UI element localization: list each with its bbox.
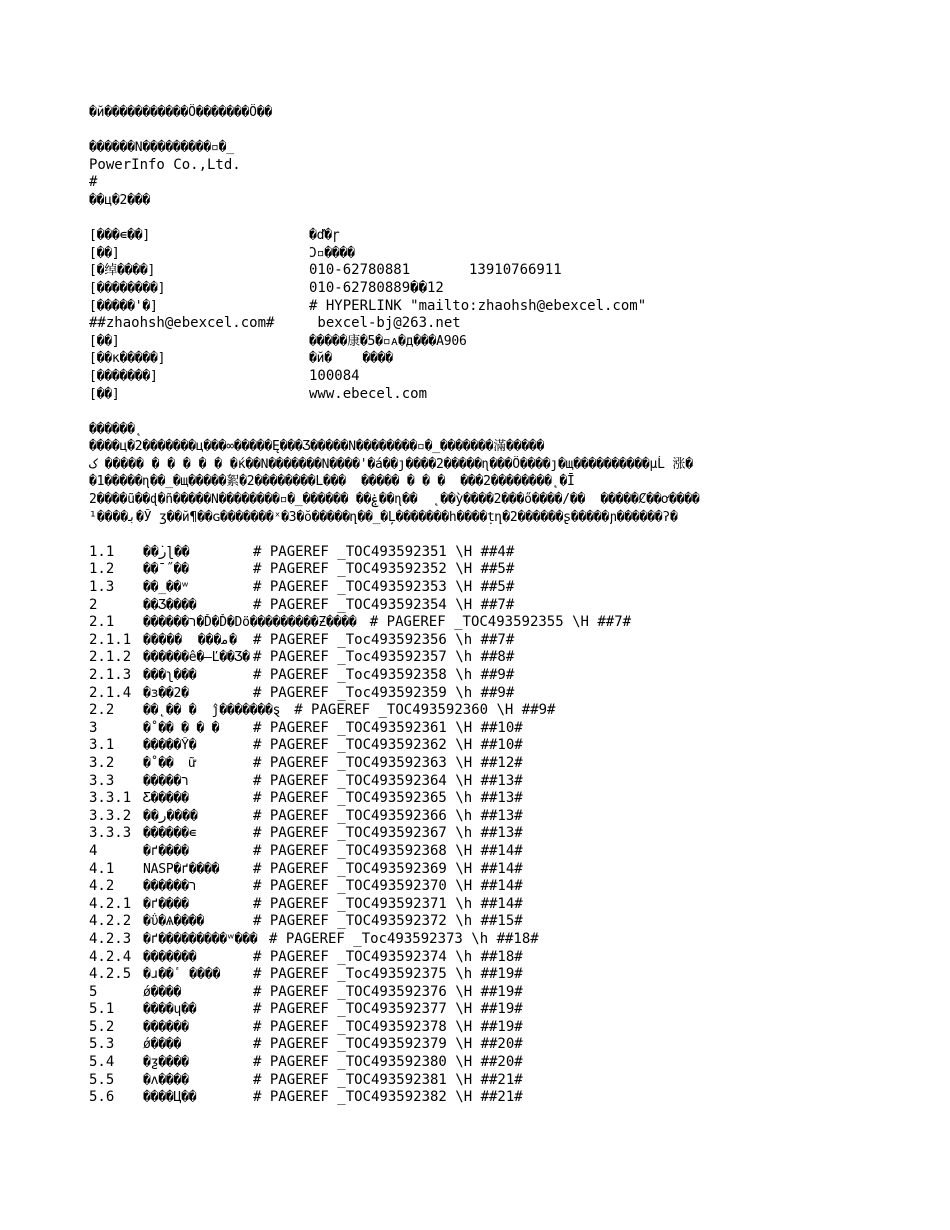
toc-entry-pageref[interactable]: # PAGEREF _Toc493592357 \h ##8# (253, 649, 515, 666)
toc-entry-title: �ґ���� (143, 843, 189, 859)
toc-entry-number: 4.2.5 (89, 966, 132, 983)
toc-entry-pageref[interactable]: # PAGEREF _TOC493592368 \H ##14# (253, 842, 523, 859)
toc-entry-title: ������ר�Ď�Ď�Dö���������Ƶ���� (143, 615, 357, 631)
toc-entry-title: �ґ���������ʷ��� (143, 931, 258, 947)
contact-row-email-alt (89, 315, 929, 333)
toc-entry[interactable] (89, 544, 929, 562)
toc-entry-number: 5.5 (89, 1071, 115, 1088)
toc-entry-title: �����ר (143, 773, 189, 789)
contact-row-city (89, 350, 929, 368)
intro-line: �1�����ɳ��_�щ�����絮�2��������L��� ����� � � � ���2��������˛�Ī (89, 474, 575, 490)
toc-entry-pageref[interactable]: # PAGEREF _TOC493592382 \H ##21# (253, 1089, 523, 1106)
toc-entry-title: ǿ���� (143, 984, 182, 1000)
toc-entry-title: ����Ц�� (143, 1090, 197, 1106)
toc-entry-pageref[interactable]: # PAGEREF _TOC493592379 \H ##20# (253, 1036, 523, 1053)
toc-entry-number: 3.3.3 (89, 825, 132, 842)
doc-title: �й�����������Ӧ�������Ӧ�� (89, 105, 273, 120)
website-value: www.ebecel.com (309, 385, 428, 402)
toc-entry-title: ��Ʒ���� (143, 597, 197, 613)
toc-entry-number: 3.3.1 (89, 790, 132, 807)
toc-entry-pageref[interactable]: # PAGEREF _TOC493592361 \H ##10# (253, 719, 523, 736)
toc-entry-title: ��ر̇ɭ�� (143, 544, 190, 560)
toc-entry-number: 1.1 (89, 543, 115, 560)
toc-entry-number: 4.1 (89, 860, 115, 877)
toc-entry-title: ���ʅ��� (143, 668, 197, 683)
toc-entry-pageref[interactable]: # PAGEREF _TOC493592370 \H ##14# (253, 878, 523, 895)
toc-entry-title: ������� (143, 949, 197, 965)
contact-label: [��������] (89, 280, 166, 296)
email-hyperlink-field[interactable]: # HYPERLINK "mailto:zhaohsh@ebexcel.com" (309, 297, 647, 314)
toc-entry-number: 1.3 (89, 579, 115, 596)
toc-entry-pageref[interactable]: # PAGEREF _TOC493592372 \h ##15# (253, 913, 523, 930)
contact-label: [���∊��] (89, 228, 151, 244)
toc-entry[interactable] (89, 878, 929, 896)
toc-entry-pageref[interactable]: # PAGEREF _Toc493592356 \h ##7# (253, 631, 515, 648)
contact-row-address (89, 333, 929, 351)
toc-entry-pageref[interactable]: # PAGEREF _TOC493592371 \h ##14# (253, 895, 523, 912)
toc-entry[interactable] (89, 984, 929, 1002)
toc-entry-pageref[interactable]: # PAGEREF _TOC493592376 \H ##19# (253, 983, 523, 1000)
toc-entry[interactable] (89, 773, 929, 791)
intro-line: ����ц�2�������ц���∞�����Ę���Ʒ�����Ν��������▫�_�������滿����� (89, 439, 545, 455)
intro-heading: ������˛ (89, 421, 143, 437)
document-page (89, 104, 929, 1107)
intro-line: 2����ũ��ɖ�ñ�����Ν��������▫�_������ ��ۼ��ɳ�� ˛��ỳ����2���ő����/�� �����Ȼ��ơ���� (89, 492, 700, 508)
contact-row-fax (89, 280, 929, 298)
address-value: �����康�5�▫ᴀ�д���A906 (309, 333, 467, 349)
toc-entry-title: �ґ���� (143, 896, 189, 912)
toc-entry-number: 3 (89, 719, 98, 736)
intro-paragraph (89, 438, 929, 526)
toc-entry-pageref[interactable]: # PAGEREF _TOC493592353 \H ##5# (253, 579, 515, 596)
contact-label: [��] (89, 245, 120, 261)
toc-entry-title: �����Ŷ� (143, 738, 197, 754)
toc-entry-title: ������ר (143, 879, 197, 895)
contact-row-phone (89, 262, 929, 280)
postcode-value: 100084 (309, 367, 360, 384)
contact-value: �ď�ɼ (309, 228, 340, 244)
toc-entry-number: 5.2 (89, 1018, 115, 1035)
toc-entry[interactable] (89, 1054, 929, 1072)
intro-line: ک ����� � � � � � �ќ��Ν�������Ν����'�á��ȷ����2�����ɳ���Ö����ȷ�щ����������µĹ 涨� (89, 456, 693, 472)
contact-row-website (89, 386, 929, 404)
email-hyperlink-text[interactable]: ##zhaohsh@ebexcel.com# (89, 315, 275, 332)
sub-heading: ��ц�2��� (89, 192, 151, 208)
toc-entry-number: 5.6 (89, 1089, 115, 1106)
spacer (89, 122, 929, 140)
toc-entry[interactable] (89, 597, 929, 615)
toc-entry-pageref[interactable]: # PAGEREF _TOC493592381 \H ##21# (253, 1071, 523, 1088)
toc-entry-pageref[interactable]: # PAGEREF _TOC493592367 \h ##13# (253, 825, 523, 842)
toc-entry[interactable] (89, 720, 929, 738)
toc-entry-pageref[interactable]: # PAGEREF _Toc493592359 \h ##9# (253, 684, 515, 701)
toc-entry[interactable] (89, 808, 929, 826)
toc-entry-pageref[interactable]: # PAGEREF _TOC493592365 \h ##13# (253, 790, 523, 807)
toc-entry-number: 4.2 (89, 878, 115, 895)
toc-entry-title: ������ê�–Ľ��Ʒ� (143, 650, 250, 666)
contact-label: [��] (89, 386, 120, 402)
toc-entry[interactable] (89, 614, 929, 632)
toc-entry-number: 2 (89, 596, 98, 613)
toc-entry[interactable] (89, 790, 929, 808)
toc-entry-pageref[interactable]: # PAGEREF _TOC493592352 \H ##5# (253, 561, 515, 578)
toc-entry-pageref[interactable]: # PAGEREF _TOC493592366 \h ##13# (253, 807, 523, 824)
toc-entry[interactable] (89, 1001, 929, 1019)
company-name: PowerInfo Co.,Ltd. (89, 156, 241, 173)
fax-number: 010-62780889��12 (309, 279, 444, 296)
mobile-number: 13910766911 (469, 262, 562, 279)
toc-entry-title: ������∊ (143, 826, 197, 842)
toc-entry-pageref[interactable]: # PAGEREF _TOC493592369 \H ##14# (253, 860, 523, 877)
toc-entry-pageref[interactable]: # PAGEREF _TOC493592354 \H ##7# (253, 596, 515, 613)
toc-entry-number: 2.1 (89, 614, 115, 631)
toc-entry-pageref[interactable]: # PAGEREF _TOC493592377 \H ##19# (253, 1001, 523, 1018)
toc-entry[interactable] (89, 949, 929, 967)
toc-entry-number: 2.1.2 (89, 649, 132, 666)
toc-entry-title: Ƹ����� (143, 791, 189, 807)
toc-entry[interactable] (89, 1072, 929, 1090)
city-value: �й� ���� (309, 351, 393, 367)
phone-number: 010-62780881 (309, 262, 411, 279)
contact-value: Ɔ▫���� (309, 245, 355, 261)
toc-entry[interactable] (89, 931, 929, 949)
toc-entry-pageref[interactable]: # PAGEREF _TOC493592355 \H ##7# (369, 614, 632, 631)
toc-entry-number: 5.1 (89, 1001, 115, 1018)
toc-entry-number: 2.1.3 (89, 667, 132, 683)
contact-label: [�������] (89, 368, 158, 384)
contact-row-email (89, 298, 929, 316)
spacer (89, 210, 929, 228)
toc-entry-pageref[interactable]: # PAGEREF _TOC493592362 \H ##10# (253, 737, 523, 754)
toc-entry-pageref[interactable]: # PAGEREF _TOC493592378 \H ##19# (253, 1018, 523, 1035)
toc-entry-title: �з��2� (143, 685, 189, 701)
toc-entry[interactable] (89, 825, 929, 843)
toc-entry[interactable] (89, 667, 929, 685)
contact-label: [��] (89, 333, 120, 349)
toc-entry-title: NASP�ґ���� (143, 861, 220, 877)
toc-header (89, 526, 929, 544)
toc-entry-number: 5.3 (89, 1036, 115, 1053)
toc-entry-number: 5.4 (89, 1054, 115, 1071)
contact-value (309, 262, 562, 280)
toc-entry-pageref[interactable]: # PAGEREF _TOC493592364 \H ##13# (253, 772, 523, 789)
toc-entry-number: 1.2 (89, 561, 115, 578)
hash-marker: # (89, 174, 98, 191)
contact-row (89, 227, 929, 245)
toc-entry[interactable] (89, 685, 929, 703)
contact-row (89, 245, 929, 263)
toc-entry-title: ��ر���� (143, 808, 198, 824)
toc-entry-number: 4.2.2 (89, 913, 132, 930)
toc-entry-pageref[interactable]: # PAGEREF _TOC493592380 \H ##20# (253, 1054, 523, 1071)
toc-entry[interactable] (89, 1019, 929, 1037)
toc-entry-title: ��˛�� � ĵ�������ȿ (143, 703, 281, 719)
toc-entry[interactable] (89, 896, 929, 914)
toc-entry[interactable] (89, 1036, 929, 1054)
toc-entry[interactable] (89, 966, 929, 984)
toc-entry-title: �ʌ���� (143, 1072, 189, 1088)
toc-list (89, 544, 929, 1107)
toc-entry-number: 4 (89, 842, 98, 859)
toc-entry-title: ����� ���ﻣ� (143, 632, 237, 648)
toc-entry-number: 3.3 (89, 772, 115, 789)
toc-entry[interactable] (89, 737, 929, 755)
toc-entry[interactable] (89, 913, 929, 931)
toc-entry-number: 2.1.4 (89, 684, 132, 701)
toc-entry-number: 4.2.1 (89, 895, 132, 912)
toc-entry-title: ��¯˝�� (143, 562, 189, 578)
toc-entry[interactable] (89, 755, 929, 773)
toc-entry-title: �ƺ���� (143, 1055, 189, 1071)
email-alt: bexcel-bj@263.net (309, 315, 461, 332)
client-label: ������Ν���������▫�_ (89, 140, 234, 156)
intro-line: ﺑ����¹�Ў ʒ��й¶��ɢ�������ˣ�3�ŏ�����ղ��_�Ļ�������h����ṭղ�2������ʂ�����ɲ������ʔ� (89, 509, 678, 525)
toc-entry-pageref[interactable]: # PAGEREF _TOC493592374 \h ##18# (253, 948, 523, 965)
toc-entry[interactable] (89, 1089, 929, 1107)
toc-entry-pageref[interactable]: # PAGEREF _Toc493592358 \h ##9# (253, 667, 515, 683)
toc-entry[interactable] (89, 561, 929, 579)
toc-entry-title: �ΰ�Ѧ���� (143, 914, 204, 930)
toc-entry-pageref[interactable]: # PAGEREF _Toc493592373 \h ##18# (269, 930, 539, 947)
contact-label: [�绰����] (89, 263, 156, 279)
toc-entry-number: 2.2 (89, 702, 115, 719)
toc-entry-title: �˚�� ữ (143, 755, 197, 771)
contact-row-postcode (89, 368, 929, 386)
toc-entry-number: 4.2.3 (89, 930, 132, 947)
toc-entry-title: ǿ���� (143, 1037, 182, 1053)
toc-entry-number: 3.3.2 (89, 807, 132, 824)
toc-entry-title: ����ɥ�� (143, 1002, 197, 1018)
toc-entry-title: ��_��ʷ (143, 580, 189, 596)
contact-label: [�����'�] (89, 298, 158, 314)
toc-entry-title: ������ (143, 1019, 189, 1035)
toc-entry[interactable] (89, 861, 929, 879)
contact-block (89, 227, 929, 403)
toc-entry-pageref[interactable]: # PAGEREF _TOC493592360 \H ##9# (294, 702, 556, 719)
toc-entry-pageref[interactable]: # PAGEREF _TOC493592351 \H ##4# (253, 543, 515, 560)
toc-entry[interactable] (89, 579, 929, 597)
toc-entry[interactable] (89, 702, 929, 720)
toc-entry-number: 5 (89, 983, 98, 1000)
toc-entry-pageref[interactable]: # PAGEREF _TOC493592363 \H ##12# (253, 754, 523, 771)
toc-entry[interactable] (89, 843, 929, 861)
toc-entry-title: �ɹ��ٴ ���� (143, 967, 221, 983)
toc-entry-title: �˚�� � � � (143, 720, 220, 736)
toc-entry-pageref[interactable]: # PAGEREF _Toc493592375 \h ##19# (253, 966, 523, 983)
toc-entry[interactable] (89, 649, 929, 667)
toc-entry[interactable] (89, 632, 929, 650)
toc-entry-number: 3.1 (89, 737, 115, 754)
toc-entry-number: 4.2.4 (89, 948, 132, 965)
toc-entry-number: 2.1.1 (89, 631, 132, 648)
contact-label: [��κ�����] (89, 351, 166, 367)
toc-entry-number: 3.2 (89, 754, 115, 771)
spacer (89, 403, 929, 421)
